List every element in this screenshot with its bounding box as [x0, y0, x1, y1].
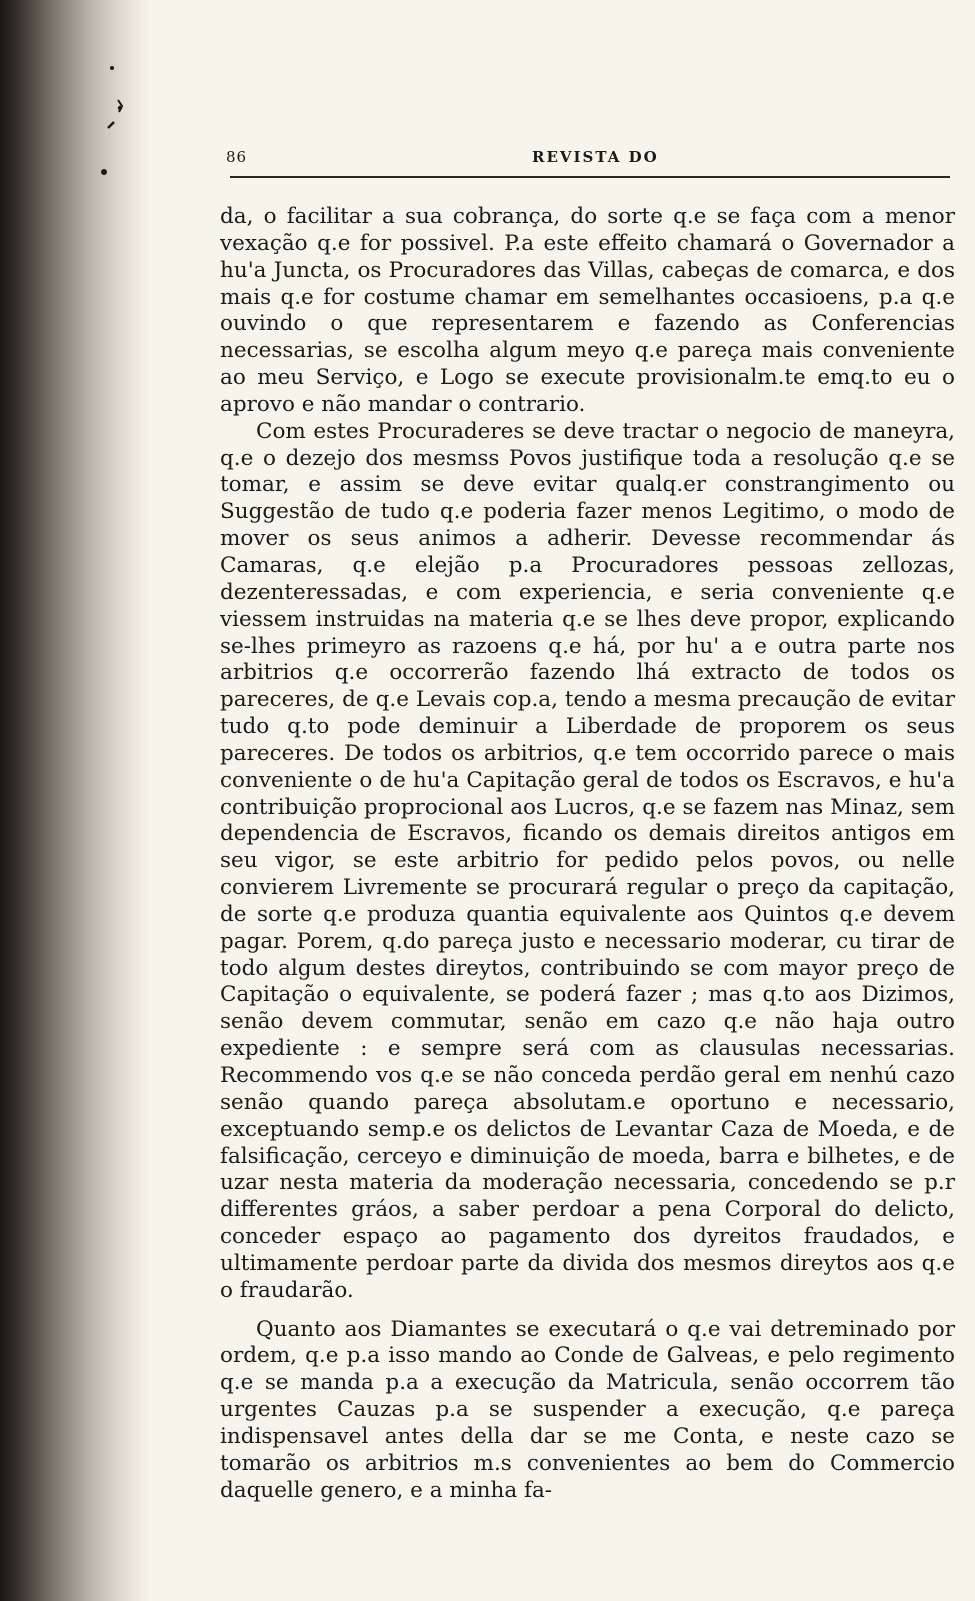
page-number: 86 — [226, 148, 248, 166]
paragraph-procuradores: Com estes Procuraderes se deve tractar o negocio de maneyra, q.e o dezejo dos mesmss Povos justifique toda a resolução q.e se tomar, e assim se deve evitar qualq.er constrangimento ou Suggestão de tudo q.e poderia fazer menos Legitimo, o modo de mover os seus animos a adherir. Devesse recommendar ás Camaras, q.e elejão p.a Procuradores pessoas zellozas, dezenteressadas, e com experiencia, e seria conveniente q.e viessem instruidas na materia q.e se lhes deve propor, explicando se-lhes primeyro as razoens q.e há, por hu' a e outra parte nos arbitrios q.e occorrerão fazendo lhá extracto de todos os pareceres, de q.e Levais cop.a, tendo a mesma precaução de evitar tudo q.to pode deminuir a Liberdade de proporem os seus pareceres. De todos os arbitrios, q.e tem occorrido parece o mais conveniente o de hu'a Capitação geral de todos os Escravos, e hu'a contribuição proprocional aos Lucros, q.e se fazem nas Minaz, sem dependencia de Escravos, ficando os demais direitos antigos em seu vigor, se este arbitrio for pedido pelos povos, ou nelle convierem Livremente se procurará regular o preço da capitação, de sorte q.e produza quantia equivalente aos Quintos q.e devem pagar. Porem, q.do pareça justo e necessario moderar, cu tirar de todo algum destes direytos, contribuindo se com mayor preço de Capitação o equivalente, se poderá fazer ; mas q.to aos Dizimos, senão devem commutar, senão em cazo q.e não haja outro expediente : e sempre será com as clausulas necessarias. Recommendo vos q.e se não conceda perdão geral em nenhú cazo senão quando pareça absolutam.e oportuno e necessario, exceptuando semp.e os delictos de Levantar Caza de Moeda, e de falsificação, cerceyo e diminuição de moeda, barra e bilhetes, e de uzar nesta materia da moderação necessaria, concedendo se p.r differentes gráos, a saber perdoar a pena Corporal do delicto, conceder espaço ao pagamento dos dyreitos fraudados, e ultimamente perdoar parte da divida dos mesmos direytos aos q.e o fraudarão. — [220, 418, 955, 1303]
running-title: REVISTA DO — [532, 148, 659, 166]
paragraph-diamantes: Quanto aos Diamantes se executará o q.e vai detreminado por ordem, q.e p.a isso mando ao Conde de Galveas, e pelo regimento q.e se manda p.a a execução da Matricula, senão occorrem tão urgentes Cauzas p.a se suspender a execução, q.e pareça indispensavel antes della dar se me Conta, e neste cazo se tomarão os arbitrios m.s convenientes ao bem do Commercio daquelle genero, e a minha fa- — [220, 1316, 955, 1503]
body-text — [220, 204, 955, 1505]
page-header — [220, 140, 955, 176]
ink-speck-marks — [100, 60, 130, 180]
document-page — [220, 140, 955, 1505]
page-binding-edge — [0, 0, 150, 1601]
header-rule — [230, 176, 950, 178]
paragraph-continuation: da, o facilitar a sua cobrança, do sorte q.e se faça com a menor vexação q.e for possivel. P.a este effeito chamará o Governador a hu'a Juncta, os Procuradores das Villas, cabeças de comarca, e dos mais q.e for costume chamar em semelhantes occasioens, p.a q.e ouvindo o que representarem e fazendo as Conferencias necessarias, se escolha algum meyo q.e pareça mais conveniente ao meu Serviço, e Logo se execute provisionalm.te emq.to eu o aprovo e não mandar o contrario. — [220, 204, 955, 417]
